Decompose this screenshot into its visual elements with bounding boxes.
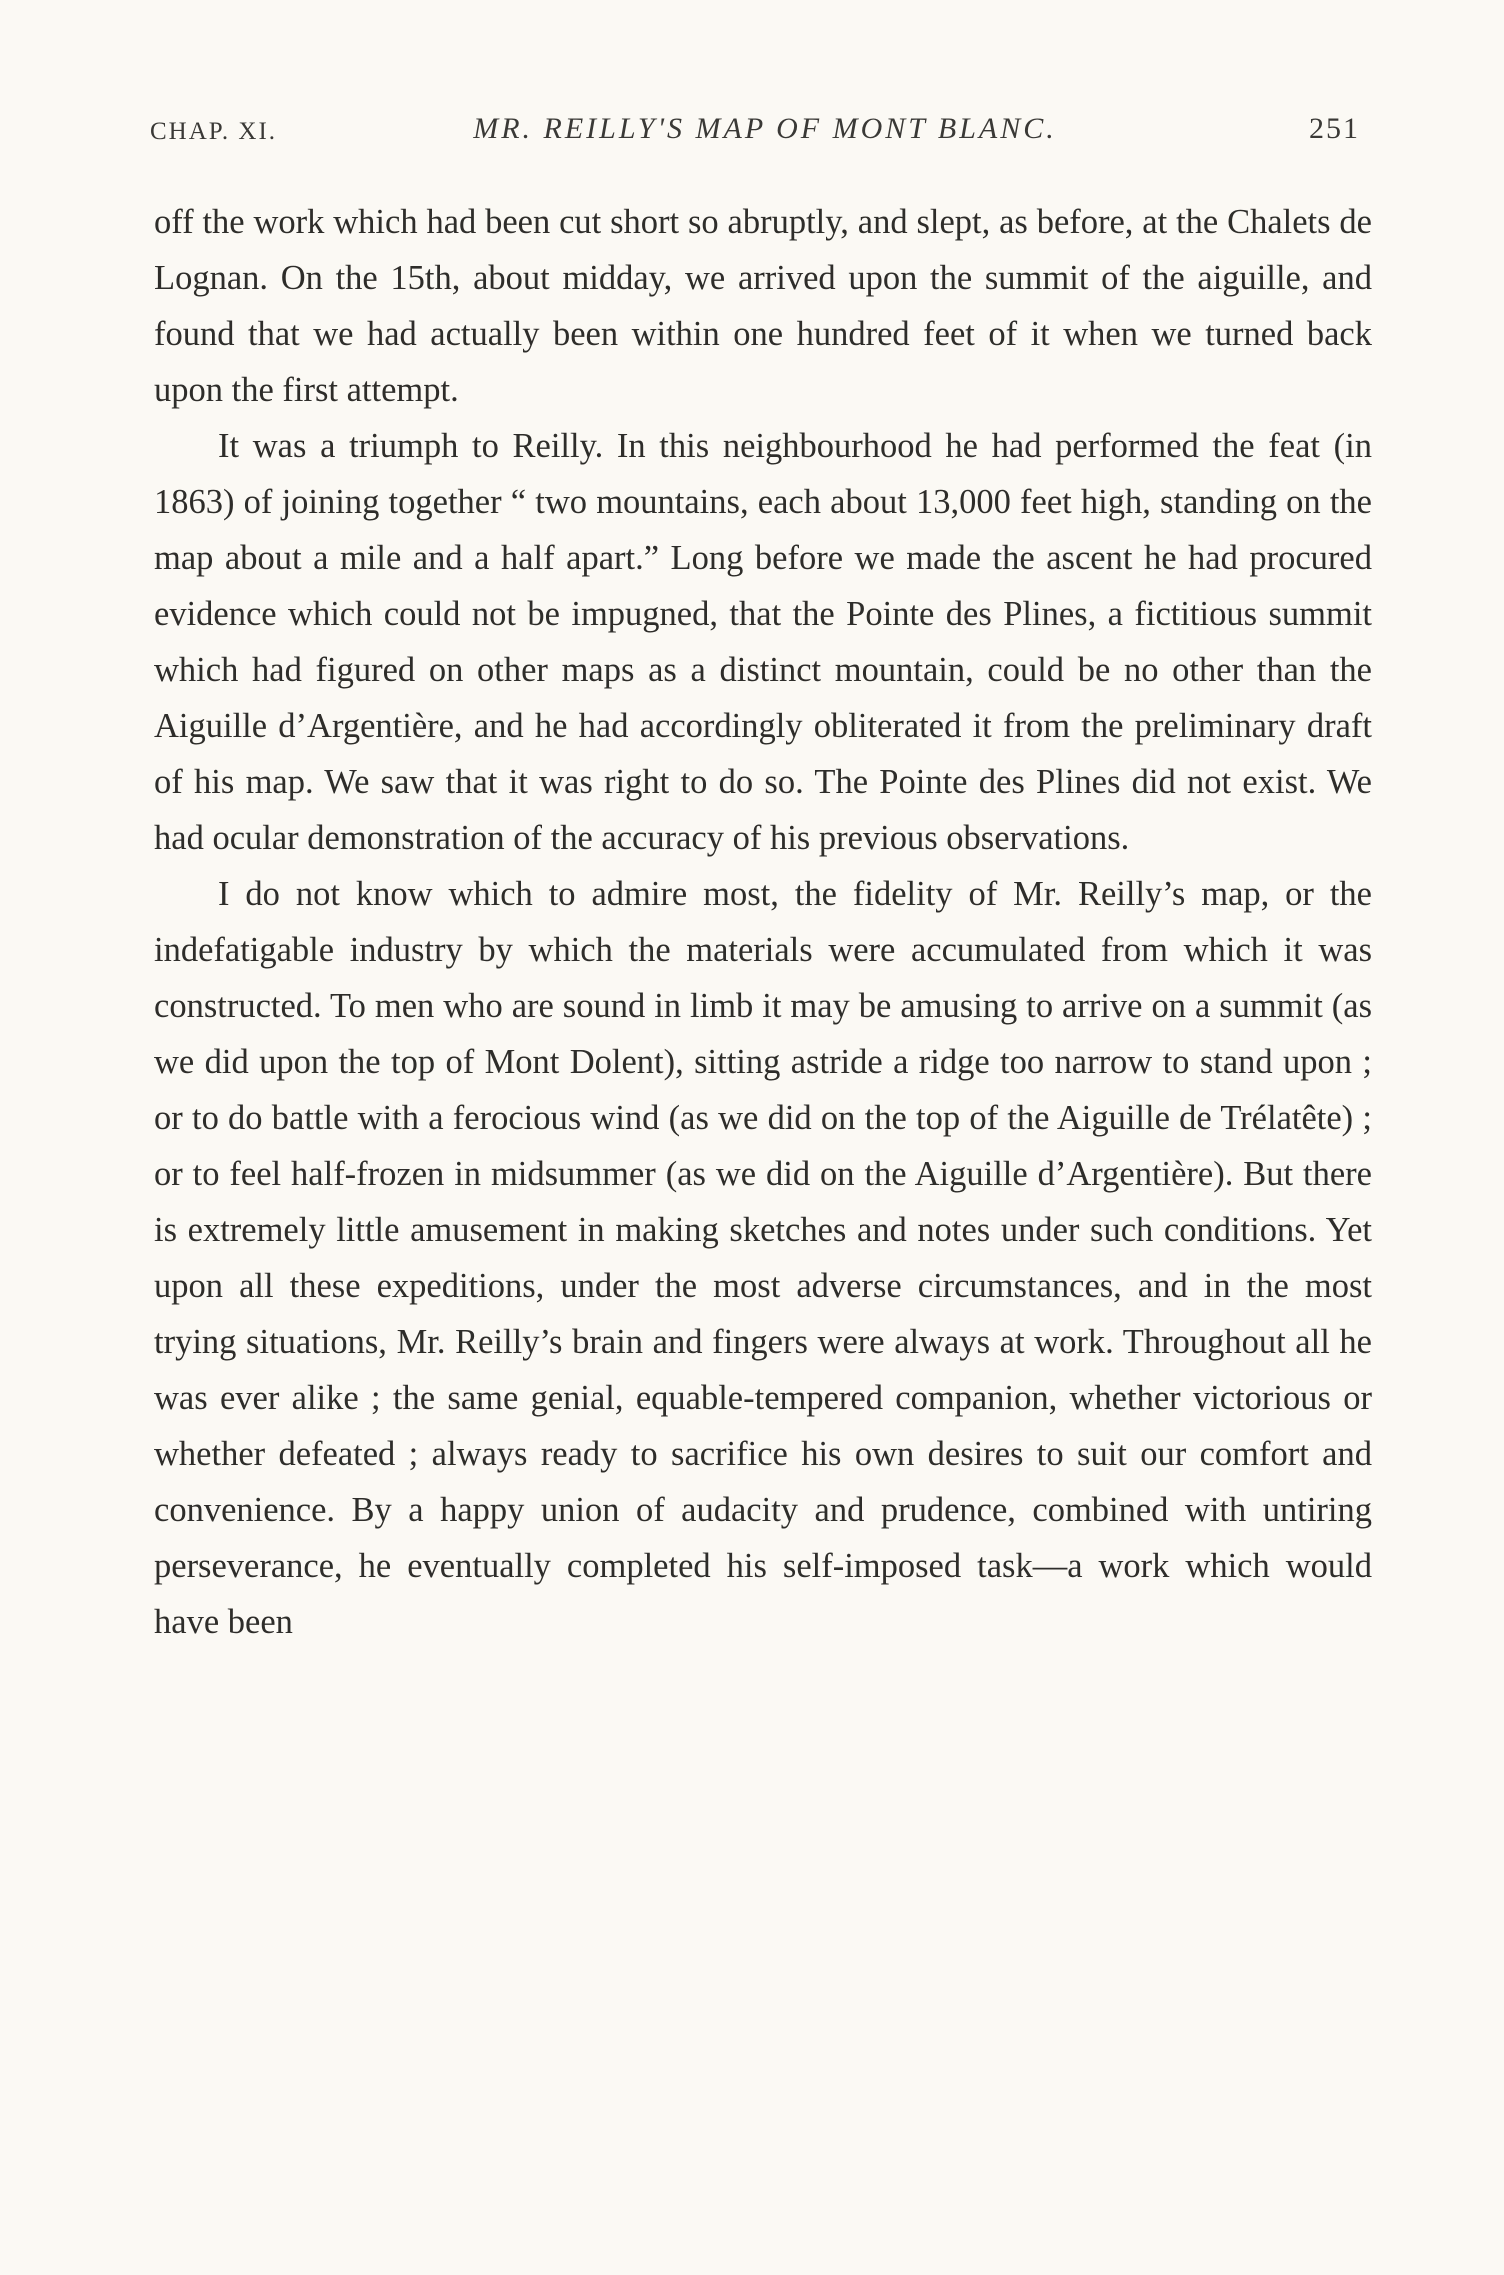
paragraph-3: I do not know which to admire most, the fidelity of Mr. Reilly’s map, or the indefatigable industry by which the materials were accumulated from which it was constructed. To men who are sound in limb it may be amusing to arrive on a summit (as we did upon the top of Mont Dolent), sitting astride a ridge too narrow to stand upon ; or to do battle with a ferocious wind (as we did on the top of the Aiguille de Trélatête) ; or to feel half-frozen in midsummer (as we did on the Aiguille d’Argentière). But there is extremely little amusement in making sketches and notes under such conditions. Yet upon all these expeditions, under the most adverse circumstances, and in the most trying situations, Mr. Reilly’s brain and fingers were always at work. Throughout all he was ever alike ; the same genial, equable-tempered companion, whether victorious or whether defeated ; always ready to sacrifice his own desires to suit our comfort and convenience. By a happy union of audacity and prudence, combined with untiring perseverance, he eventually completed his self-imposed task—a work which would have been (154, 875, 1372, 1641)
chapter-label: CHAP. XI. (150, 118, 278, 145)
body-text (154, 194, 1372, 1650)
running-title: MR. REILLY'S MAP OF MONT BLANC. (473, 112, 1057, 145)
running-head (150, 112, 1360, 160)
page-number: 251 (1309, 112, 1360, 145)
paragraph-1: off the work which had been cut short so abruptly, and slept, as before, at the Chalets de Lognan. On the 15th, about midday, we arrived upon the summit of the aiguille, and found that we had actually been within one hundred feet of it when we turned back upon the first attempt. (154, 203, 1372, 409)
paragraph-2: It was a triumph to Reilly. In this neighbourhood he had performed the feat (in 1863) of joining together “ two mountains, each about 13,000 feet high, standing on the map about a mile and a half apart.” Long before we made the ascent he had procured evidence which could not be impugned, that the Pointe des Plines, a fictitious summit which had figured on other maps as a distinct mountain, could be no other than the Aiguille d’Argentière, and he had accordingly obliterated it from the preliminary draft of his map. We saw that it was right to do so. The Pointe des Plines did not exist. We had ocular demonstration of the accuracy of his previous observations. (154, 427, 1372, 857)
